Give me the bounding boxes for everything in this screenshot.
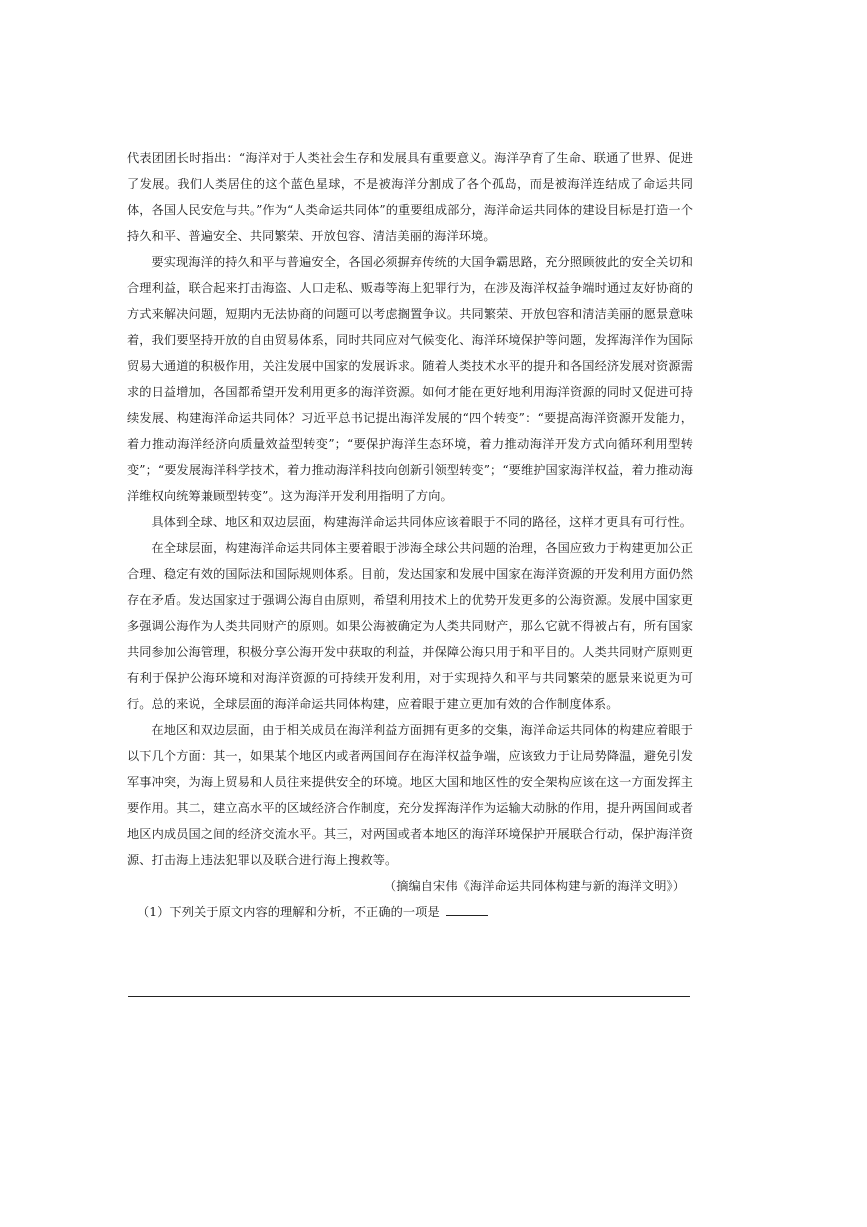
answer-blank[interactable] xyxy=(446,901,488,916)
question-1 xyxy=(127,899,693,925)
paragraph-1: 代表团团长时指出：“海洋对于人类社会生存和发展具有重要意义。海洋孕育了生命、联通了世界、促进了发展。我们人类居住的这个蓝色星球，不是被海洋分割成了各个孤岛，而是被海洋连结成了命运共同体，各国人民安危与共。”作为“人类命运共同体”的重要组成部分，海洋命运共同体的建设目标是打造一个持久和平、普遍安全、共同繁荣、开放包容、清洁美丽的海洋环境。 xyxy=(127,151,693,243)
source-citation: （摘编自宋伟《海洋命运共同体构建与新的海洋文明》） xyxy=(383,879,685,893)
paragraph-2: 要实现海洋的持久和平与普遍安全，各国必须摒弃传统的大国争霸思路，充分照顾彼此的安全关切和合理利益，联合起来打击海盗、人口走私、贩毒等海上犯罪行为，在涉及海洋权益争端时通过友好协商的方式来解决问题，短期内无法协商的问题可以考虑搁置争议。共同繁荣、开放包容和清洁美丽的愿景意味着，我们要坚持开放的自由贸易体系，同时共同应对气候变化、海洋环境保护等问题，发挥海洋作为国际贸易大通道的积极作用，关注发展中国家的发展诉求。随着人类技术水平的提升和各国经济发展对资源需求的日益增加，各国都希望开发利用更多的海洋资源。如何才能在更好地利用海洋资源的同时又促进可持续发展、构建海洋命运共同体？习近平总书记提出海洋发展的“四个转变”：“要提高海洋资源开发能力，着力推动海洋经济向质量效益型转变”；“要保护海洋生态环境，着力推动海洋开发方式向循环利用型转变”；“要发展海洋科学技术，着力推动海洋科技向创新引领型转变”；“要维护国家海洋权益，着力推动海洋维权向统筹兼顾型转变”。这为海洋开发利用指明了方向。 xyxy=(127,255,693,503)
paragraph-3: 具体到全球、地区和双边层面，构建海洋命运共同体应该着眼于不同的路径，这样才更具有可行性。 xyxy=(151,515,693,529)
question-1-text: （1）下列关于原文内容的理解和分析，不正确的一项是 xyxy=(137,905,440,919)
paragraph-4: 在全球层面，构建海洋命运共同体主要着眼于涉海全球公共问题的治理，各国应致力于构建更加公正合理、稳定有效的国际法和国际规则体系。目前，发达国家和发展中国家在海洋资源的开发利用方面仍然存在矛盾。发达国家过于强调公海自由原则，希望利用技术上的优势开发更多的公海资源。发展中国家更多强调公海作为人类共同财产的原则。如果公海被确定为人类共同财产，那么它就不得被占有，所有国家共同参加公海管理，积极分享公海开发中获取的利益，并保障公海只用于和平目的。人类共同财产原则更有利于保护公海环境和对海洋资源的可持续开发利用，对于实现持久和平与共同繁荣的愿景来说更为可行。总的来说，全球层面的海洋命运共同体构建，应着眼于建立更加有效的合作制度体系。 xyxy=(127,541,693,711)
article-body xyxy=(127,145,693,925)
paragraph-5: 在地区和双边层面，由于相关成员在海洋利益方面拥有更多的交集，海洋命运共同体的构建应着眼于以下几个方面：其一，如果某个地区内或者两国间存在海洋权益争端，应该致力于让局势降温，避免引发军事冲突，为海上贸易和人员往来提供安全的环境。地区大国和地区性的安全架构应该在这一方面发挥主要作用。其二，建立高水平的区域经济合作制度，充分发挥海洋作为运输大动脉的作用，提升两国间或者地区内成员国之间的经济交流水平。其三，对两国或者本地区的海洋环境保护开展联合行动，保护海洋资源、打击海上违法犯罪以及联合进行海上搜救等。 xyxy=(127,723,693,867)
page-divider-line xyxy=(128,996,690,997)
